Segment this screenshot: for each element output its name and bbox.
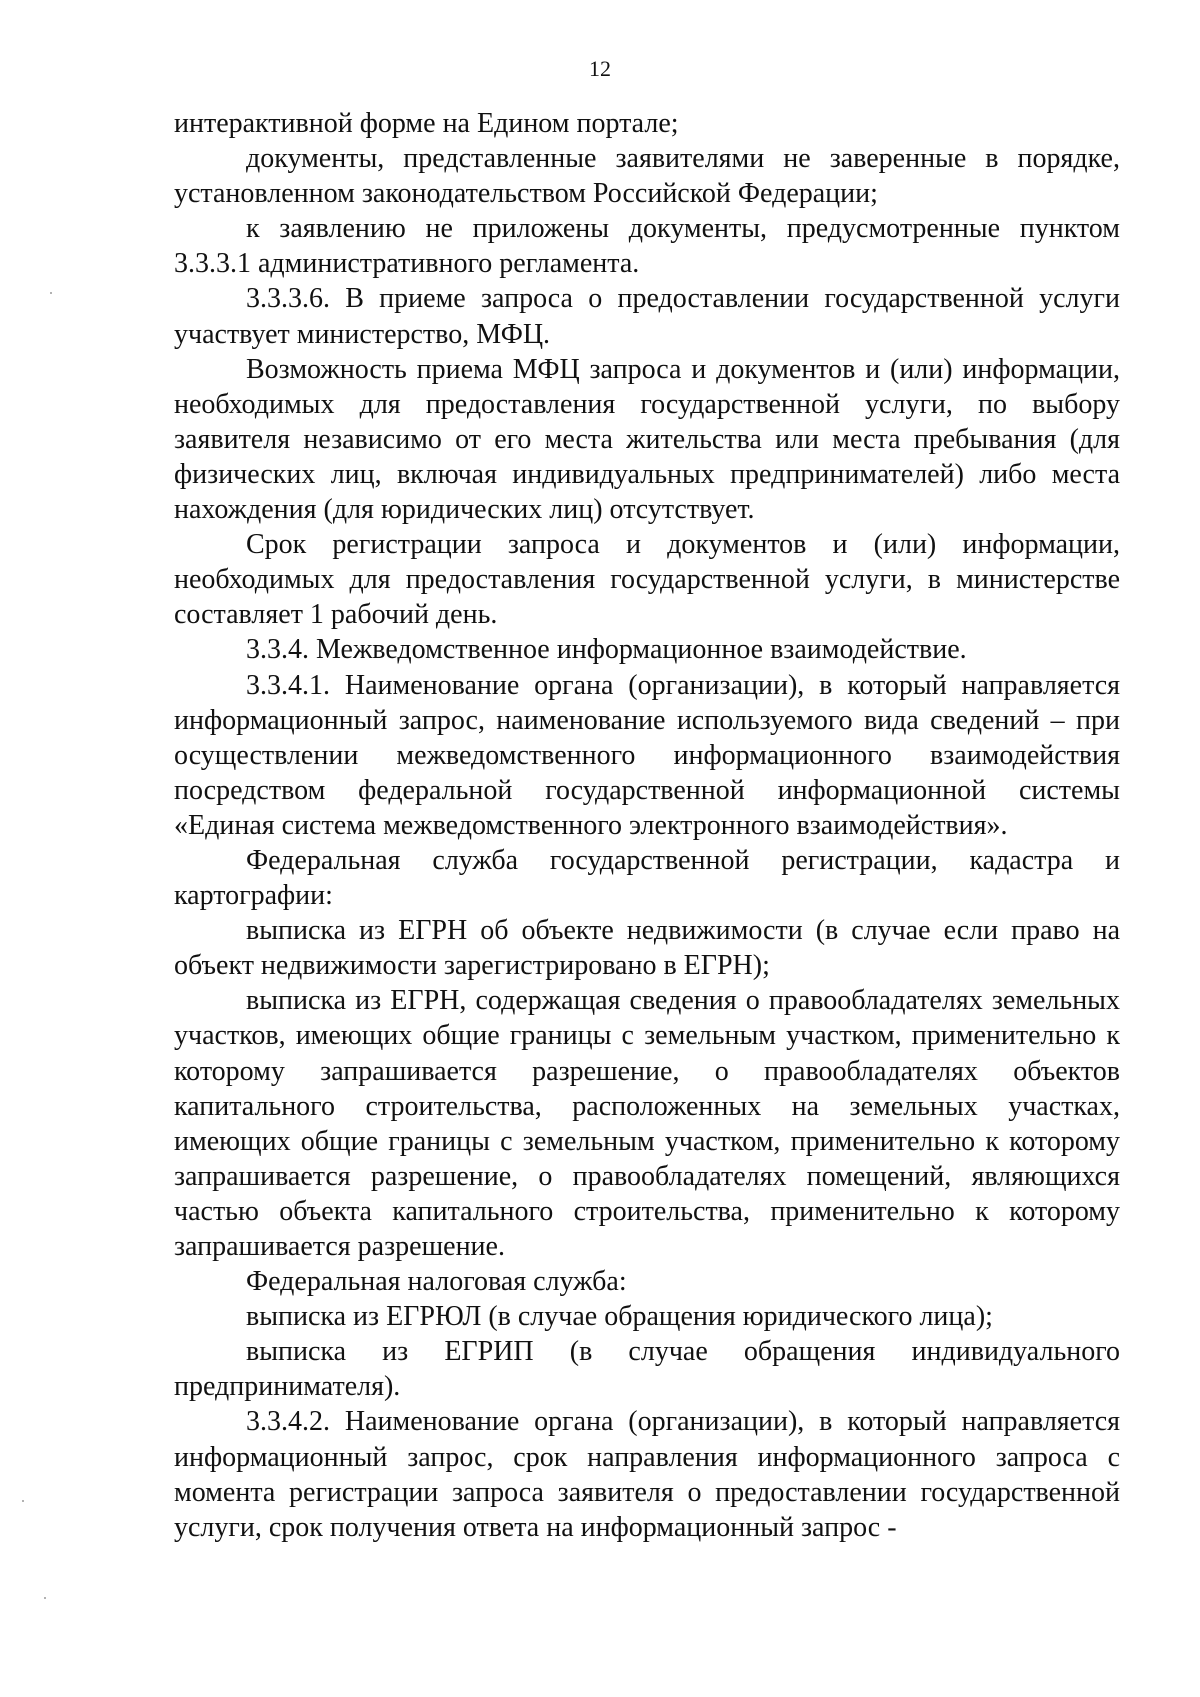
list-item: выписка из ЕГРН, содержащая сведения о правообладателях земельных участков, имеющих общие границы с земельным участком, применительно к которому запрашивается разрешение, о правообладателях объектов капитального строительства, расположенных на земельных участках, имеющих общие границы с земельным участком, применительно к которому запрашивается разрешение, о правообладателях помещений, являющихся частью объекта капитального строительства, применительно к которому запрашивается разрешение. [174,985,1120,1262]
section-heading: 3.3.4. Межведомственное информационное взаимодействие. [246,634,967,666]
page-number: 12 [589,56,611,81]
paragraph: документы, представленные заявителями не заверенные в порядке, установленном законодательством Российской Федерации; [174,143,1120,210]
list-item: выписка из ЕГРИП (в случае обращения индивидуального предпринимателя). [174,1336,1120,1403]
paragraph-continuation: интерактивной форме на Едином портале; [174,108,679,139]
scan-speck [50,292,52,294]
list-item: выписка из ЕГРЮЛ (в случае обращения юридического лица); [246,1301,993,1333]
paragraph: 3.3.4.2. Наименование органа (организации), в который направляется информационный запрос, срок направления информационного запроса с момента регистрации запроса заявителя о предоставлении государственной услуги, срок получения ответа на информационный запрос - [174,1406,1120,1543]
paragraph: Возможность приема МФЦ запроса и документов и (или) информации, необходимых для предоставления государственной услуги, по выбору заявителя независимо от его места жительства или места пребывания (для физических лиц, включая индивидуальных предпринимателей) либо места нахождения (для юридических лиц) отсутствует. [174,353,1120,526]
scan-speck [44,1597,46,1599]
paragraph: 3.3.4.1. Наименование органа (организации), в который направляется информационный запрос, наименование используемого вида сведений – при осуществлении межведомственного информационного взаимодействия посредством федеральной государственной информационной системы «Единая система межведомственного электронного взаимодействия». [174,669,1120,841]
paragraph: Федеральная налоговая служба: [246,1266,627,1298]
paragraph: Срок регистрации запроса и документов и (или) информации, необходимых для предоставления государственной услуги, в министерстве составляет 1 рабочий день. [174,529,1120,631]
document-body [174,106,1120,1545]
paragraph: к заявлению не приложены документы, предусмотренные пунктом 3.3.3.1 административного регламента. [174,213,1120,280]
paragraph: Федеральная служба государственной регистрации, кадастра и картографии: [174,844,1120,912]
paragraph: 3.3.3.6. В приеме запроса о предоставлении государственной услуги участвует министерство, МФЦ. [174,283,1120,350]
list-item: выписка из ЕГРН об объекте недвижимости (в случае если право на объект недвижимости зарегистрировано в ЕГРН); [174,915,1120,982]
scan-speck [22,1500,24,1502]
